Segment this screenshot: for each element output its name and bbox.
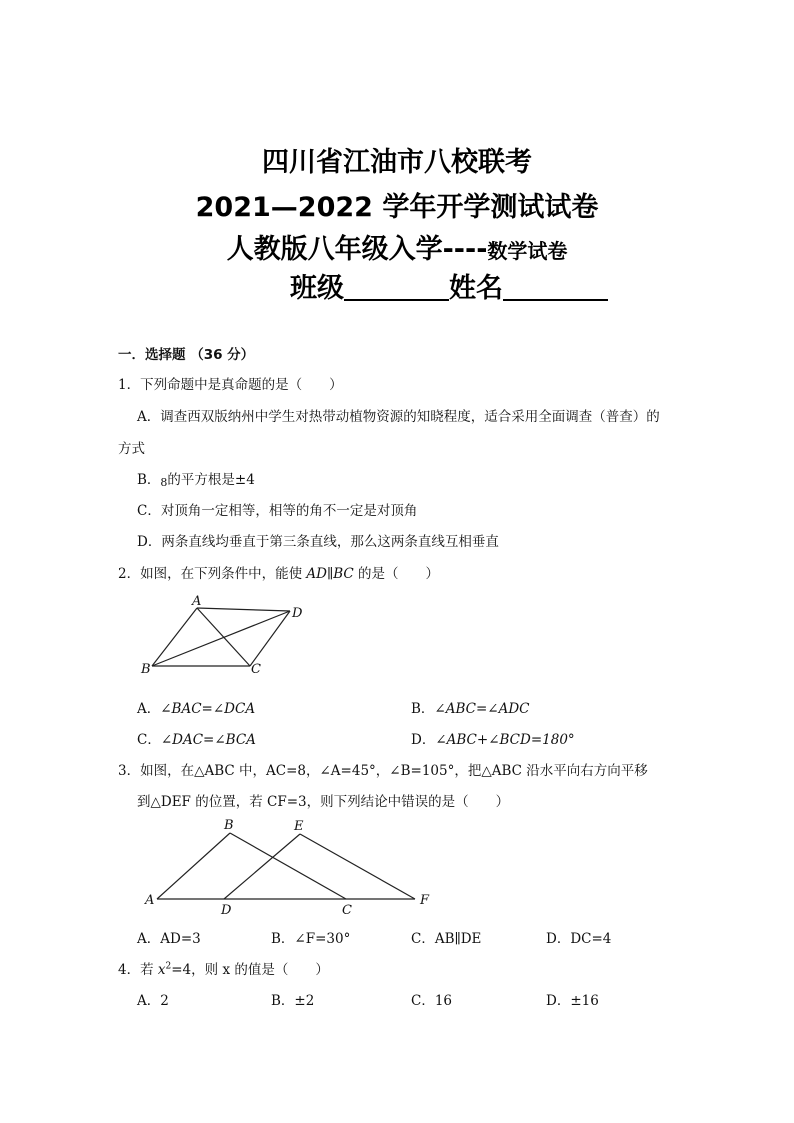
q3-segment-bc [230, 833, 346, 899]
title-year: 2021—2022 学年开学测试试卷 [195, 192, 599, 223]
q3-label-e: E [294, 819, 304, 834]
q3-label-a: A [145, 893, 155, 908]
class-name-line [290, 266, 608, 305]
q1-option-b-text: 的平方根是±4 [167, 472, 255, 488]
q2-option-b-text: ∠ABC=∠ADC [434, 701, 530, 717]
q2-option-d [411, 728, 575, 748]
q4-stem [118, 958, 329, 978]
q3-segment-ab [157, 833, 230, 899]
q4-stem-x: x [157, 962, 166, 978]
q4-option-c: C．16 [411, 993, 453, 1009]
q4-option-d: D．±16 [546, 993, 599, 1009]
q3-label-b: B [224, 818, 234, 833]
title-exam [0, 227, 794, 266]
q2-option-a [137, 697, 255, 717]
q3-option-d: D．DC=4 [546, 931, 612, 947]
q2-figure [135, 595, 335, 685]
q3-label-c: C [342, 903, 352, 918]
q2-option-a-label: A． [137, 701, 161, 717]
title-school: 四川省江油市八校联考 [262, 147, 532, 178]
q2-stem-post: 的是（ ） [353, 566, 439, 582]
q1-option-b-sub: 8 [160, 476, 168, 489]
q2-label-d: D [292, 606, 303, 621]
q4-option-b: B．±2 [271, 993, 315, 1009]
q3-option-b: B．∠F=30° [271, 931, 351, 947]
q3-option-a: A．AD=3 [137, 931, 201, 947]
q2-label-a: A [192, 594, 202, 609]
title-exam-small: 数学试卷 [487, 239, 568, 263]
q2-option-b-label: B． [411, 701, 435, 717]
q2-option-c [137, 728, 256, 748]
q2-stem [118, 562, 439, 582]
q2-option-d-text: ∠ABC+∠BCD=180° [435, 732, 575, 748]
q4-stem-post: =4，则 x 的值是（ ） [171, 962, 329, 978]
q2-stem-pre: 2．如图，在下列条件中，能使 [118, 566, 307, 582]
q2-option-a-text: ∠BAC=∠DCA [160, 701, 256, 717]
q1-option-b-label: B． [137, 472, 161, 488]
q4-stem-pre: 4．若 [118, 962, 158, 978]
q3-segment-ef [300, 834, 415, 899]
q3-stem-line1: 3．如图，在△ABC 中，AC=8，∠A=45°，∠B=105°，把△ABC 沿水平向右方向平移 [118, 763, 648, 779]
q1-option-b [137, 468, 255, 489]
q1-option-a-line2: 方式 [118, 441, 145, 457]
name-blank[interactable] [503, 275, 608, 301]
q1-option-c: C．对顶角一定相等，相等的角不一定是对顶角 [137, 503, 418, 519]
q3-label-f: F [420, 893, 430, 908]
q2-segment-ad [197, 608, 290, 611]
class-blank[interactable] [344, 275, 449, 301]
q1-option-a-line1: A．调查西双版纳州中学生对热带动植物资源的知晓程度，适合采用全面调查（普查）的 [137, 409, 660, 425]
section-title: 一．选择题 （36 分） [118, 347, 255, 363]
q3-label-d: D [221, 903, 232, 918]
q2-option-d-label: D． [411, 732, 436, 748]
q3-option-c: C．AB∥DE [411, 931, 482, 947]
q1-stem: 1．下列命题中是真命题的是（ ） [118, 377, 343, 393]
q4-stem-sup: 2 [165, 961, 172, 972]
name-label: 姓名 [449, 273, 503, 304]
q2-label-c: C [251, 662, 261, 677]
q1-option-d: D．两条直线均垂直于第三条直线，那么这两条直线互相垂直 [137, 534, 499, 550]
q3-stem-line2: 到△DEF 的位置，若 CF=3，则下列结论中错误的是（ ） [137, 794, 510, 810]
q2-stem-math: AD∥BC [306, 566, 354, 582]
title-exam-main: 人教版八年级入学---- [226, 234, 488, 265]
q2-option-b [411, 697, 530, 717]
q2-option-c-text: ∠DAC=∠BCA [160, 732, 256, 748]
class-label: 班级 [290, 273, 344, 304]
q2-label-b: B [141, 662, 151, 677]
q2-option-c-label: C． [137, 732, 161, 748]
q3-figure [140, 815, 440, 918]
q4-option-a: A．2 [137, 993, 169, 1009]
